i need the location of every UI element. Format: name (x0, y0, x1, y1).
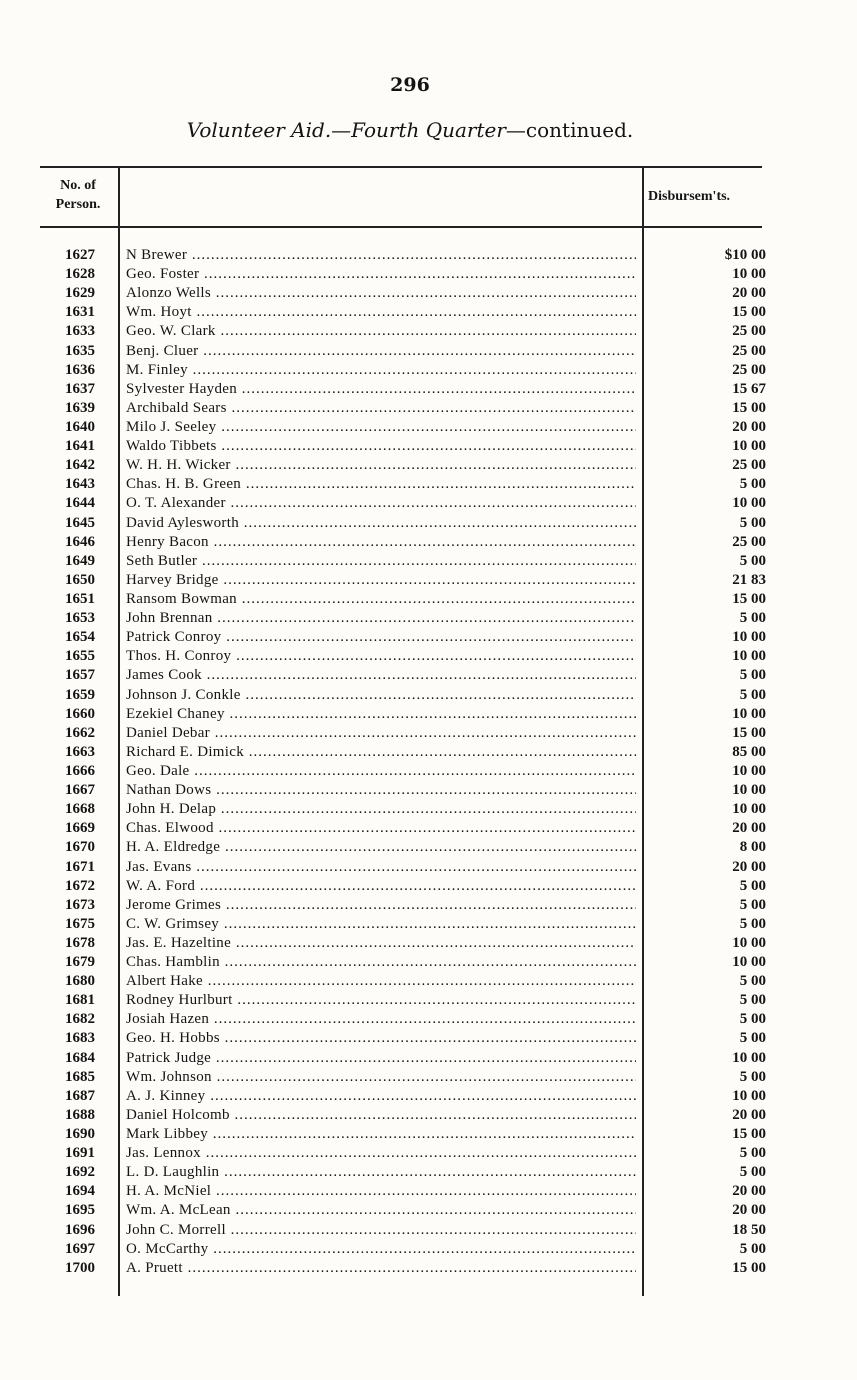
person-number: 1637 (65, 380, 95, 397)
table-row (0, 246, 857, 265)
ledger-rows (0, 246, 857, 1278)
person-number: 1641 (65, 438, 95, 455)
person-number: 1666 (65, 762, 95, 779)
header-person-number-line2: Person. (55, 197, 101, 212)
disbursement-amount: 10 00 (732, 648, 766, 665)
person-number: 1667 (65, 782, 95, 799)
table-row (0, 991, 857, 1010)
person-name: James Cook ..... (126, 666, 636, 685)
person-number: 1653 (65, 610, 95, 627)
table-row (0, 437, 857, 456)
table-row (0, 380, 857, 399)
person-name: Harvey Bridge ..... (126, 571, 636, 590)
table-row (0, 590, 857, 609)
table-row (0, 1259, 857, 1278)
person-number: 1657 (65, 667, 95, 684)
table-row (0, 475, 857, 494)
person-number: 1670 (65, 839, 95, 856)
table-row (0, 265, 857, 284)
person-number: 1645 (65, 514, 95, 531)
person-name: L. D. Laughlin ..... (126, 1163, 636, 1182)
person-name: Geo. Foster ..... (126, 265, 636, 284)
table-row (0, 724, 857, 743)
person-name: O. T. Alexander ..... (126, 494, 636, 513)
person-name: Jerome Grimes ..... (126, 896, 636, 915)
disbursement-amount: 21 83 (732, 571, 766, 588)
table-row (0, 1163, 857, 1182)
person-name: A. Pruett ..... (126, 1259, 636, 1278)
person-name: H. A. Eldredge ..... (126, 838, 636, 857)
table-row (0, 838, 857, 857)
person-name: Albert Hake ..... (126, 972, 636, 991)
header-person-number-line1: No. of (60, 178, 96, 193)
table-row (0, 762, 857, 781)
person-name: Patrick Conroy ..... (126, 628, 636, 647)
table-row (0, 858, 857, 877)
person-name: Geo. W. Clark ..... (126, 322, 636, 341)
person-name: Chas. H. B. Green ..... (126, 475, 636, 494)
person-name: Geo. H. Hobbs ..... (126, 1029, 636, 1048)
person-number: 1681 (65, 992, 95, 1009)
table-top-rule (40, 166, 762, 168)
person-name: Wm. Hoyt ..... (126, 303, 636, 322)
person-name: Josiah Hazen ..... (126, 1010, 636, 1029)
table-row (0, 972, 857, 991)
disbursement-amount: 20 00 (732, 820, 766, 837)
disbursement-amount: 10 00 (732, 705, 766, 722)
person-number: 1651 (65, 590, 95, 607)
person-name: H. A. McNiel ..... (126, 1182, 636, 1201)
person-number: 1633 (65, 323, 95, 340)
person-number: 1660 (65, 705, 95, 722)
person-name: O. McCarthy ..... (126, 1240, 636, 1259)
person-number: 1683 (65, 1030, 95, 1047)
person-number: 1694 (65, 1183, 95, 1200)
disbursement-amount: 20 00 (732, 418, 766, 435)
table-row (0, 1029, 857, 1048)
person-number: 1700 (65, 1259, 95, 1276)
table-row (0, 934, 857, 953)
disbursement-amount: 20 00 (732, 858, 766, 875)
disbursement-amount: 10 00 (732, 1087, 766, 1104)
disbursement-amount: 8 00 (739, 839, 766, 856)
table-row (0, 1125, 857, 1144)
table-row (0, 1201, 857, 1220)
person-number: 1663 (65, 743, 95, 760)
person-name: Ransom Bowman ..... (126, 590, 636, 609)
person-name: Mark Libbey ..... (126, 1125, 636, 1144)
heading-section-title: Volunteer Aid.—Fourth Quarter (186, 118, 506, 142)
header-disbursements: Disbursem'ts. (648, 189, 731, 204)
person-number: 1684 (65, 1049, 95, 1066)
table-row (0, 686, 857, 705)
person-name: Benj. Cluer ..... (126, 342, 636, 361)
table-row (0, 1106, 857, 1125)
table-row (0, 494, 857, 513)
disbursement-amount: 5 00 (739, 1030, 766, 1047)
disbursement-amount: $10 00 (724, 247, 766, 263)
table-row (0, 418, 857, 437)
table-row (0, 303, 857, 322)
person-number: 1679 (65, 954, 95, 971)
person-number: 1691 (65, 1145, 95, 1162)
table-row (0, 1240, 857, 1259)
person-name: C. W. Grimsey ..... (126, 915, 636, 934)
person-number: 1636 (65, 361, 95, 378)
table-row (0, 514, 857, 533)
person-name: David Aylesworth ..... (126, 514, 636, 533)
person-name: Jas. Lennox ..... (126, 1144, 636, 1163)
table-row (0, 743, 857, 762)
person-number: 1695 (65, 1202, 95, 1219)
table-row (0, 915, 857, 934)
person-number: 1682 (65, 1011, 95, 1028)
page-heading (0, 118, 820, 142)
table-row (0, 647, 857, 666)
disbursement-amount: 10 00 (732, 629, 766, 646)
header-bottom-rule (40, 226, 762, 228)
table-row (0, 571, 857, 590)
person-number: 1690 (65, 1126, 95, 1143)
disbursement-amount: 10 00 (732, 801, 766, 818)
disbursement-amount: 20 00 (732, 1106, 766, 1123)
person-name: Richard E. Dimick ..... (126, 743, 636, 762)
person-number: 1669 (65, 820, 95, 837)
person-number: 1640 (65, 418, 95, 435)
disbursement-amount: 10 00 (732, 934, 766, 951)
person-name: Jas. Evans ..... (126, 858, 636, 877)
person-number: 1635 (65, 342, 95, 359)
person-number: 1672 (65, 877, 95, 894)
table-row (0, 705, 857, 724)
table-row (0, 819, 857, 838)
disbursement-amount: 85 00 (732, 743, 766, 760)
heading-continued: —continued. (505, 118, 634, 142)
disbursement-amount: 15 00 (732, 304, 766, 321)
table-row (0, 1010, 857, 1029)
disbursement-amount: 25 00 (732, 342, 766, 359)
disbursement-amount: 5 00 (739, 896, 766, 913)
person-number: 1650 (65, 571, 95, 588)
person-number: 1659 (65, 686, 95, 703)
person-name: Rodney Hurlburt ..... (126, 991, 636, 1010)
disbursement-amount: 15 67 (732, 380, 766, 397)
person-name: Chas. Hamblin ..... (126, 953, 636, 972)
disbursement-amount: 25 00 (732, 457, 766, 474)
person-number: 1639 (65, 399, 95, 416)
disbursement-amount: 10 00 (732, 495, 766, 512)
table-row (0, 342, 857, 361)
person-number: 1654 (65, 629, 95, 646)
table-row (0, 953, 857, 972)
person-name: Sylvester Hayden ..... (126, 380, 636, 399)
person-number: 1675 (65, 915, 95, 932)
table-row (0, 896, 857, 915)
disbursement-amount: 15 00 (732, 590, 766, 607)
person-number: 1655 (65, 648, 95, 665)
person-number: 1631 (65, 304, 95, 321)
disbursement-amount: 10 00 (732, 438, 766, 455)
person-name: Wm. Johnson ..... (126, 1068, 636, 1087)
table-row (0, 1221, 857, 1240)
person-name: M. Finley ..... (126, 361, 636, 380)
table-row (0, 1068, 857, 1087)
person-name: Ezekiel Chaney ..... (126, 705, 636, 724)
disbursement-amount: 5 00 (739, 915, 766, 932)
disbursement-amount: 25 00 (732, 361, 766, 378)
header-person-number (42, 176, 114, 214)
disbursement-amount: 5 00 (739, 1145, 766, 1162)
person-name: Johnson J. Conkle ..... (126, 686, 636, 705)
disbursement-amount: 5 00 (739, 667, 766, 684)
table-row (0, 781, 857, 800)
table-row (0, 399, 857, 418)
disbursement-amount: 18 50 (732, 1221, 766, 1238)
person-name: Henry Bacon ..... (126, 533, 636, 552)
person-number: 1692 (65, 1164, 95, 1181)
person-number: 1673 (65, 896, 95, 913)
table-row (0, 1087, 857, 1106)
person-name: John Brennan ..... (126, 609, 636, 628)
page-number: 296 (390, 74, 430, 96)
disbursement-amount: 20 00 (732, 285, 766, 302)
person-name: Daniel Holcomb ..... (126, 1106, 636, 1125)
disbursement-amount: 5 00 (739, 1011, 766, 1028)
disbursement-amount: 15 00 (732, 724, 766, 741)
table-row (0, 1049, 857, 1068)
disbursement-amount: 5 00 (739, 992, 766, 1009)
disbursement-amount: 5 00 (739, 1240, 766, 1257)
disbursement-amount: 15 00 (732, 1126, 766, 1143)
disbursement-amount: 10 00 (732, 266, 766, 283)
table-row (0, 322, 857, 341)
person-name: W. H. H. Wicker ..... (126, 456, 636, 475)
person-number: 1646 (65, 533, 95, 550)
person-name: Chas. Elwood ..... (126, 819, 636, 838)
table-row (0, 552, 857, 571)
person-name: Seth Butler ..... (126, 552, 636, 571)
person-name: Jas. E. Hazeltine ..... (126, 934, 636, 953)
person-name: Alonzo Wells ..... (126, 284, 636, 303)
person-number: 1629 (65, 285, 95, 302)
person-name: Nathan Dows ..... (126, 781, 636, 800)
person-number: 1628 (65, 266, 95, 283)
disbursement-amount: 10 00 (732, 762, 766, 779)
person-number: 1649 (65, 552, 95, 569)
table-row (0, 1182, 857, 1201)
person-name: Archibald Sears ..... (126, 399, 636, 418)
person-name: Wm. A. McLean ..... (126, 1201, 636, 1220)
table-row (0, 628, 857, 647)
person-number: 1680 (65, 973, 95, 990)
table-row (0, 456, 857, 475)
person-number: 1668 (65, 801, 95, 818)
disbursement-amount: 5 00 (739, 610, 766, 627)
disbursement-amount: 5 00 (739, 1164, 766, 1181)
disbursement-amount: 5 00 (739, 973, 766, 990)
table-row (0, 800, 857, 819)
person-number: 1643 (65, 476, 95, 493)
person-number: 1685 (65, 1068, 95, 1085)
person-number: 1688 (65, 1106, 95, 1123)
disbursement-amount: 15 00 (732, 1259, 766, 1276)
person-name: W. A. Ford ..... (126, 877, 636, 896)
disbursement-amount: 5 00 (739, 686, 766, 703)
person-number: 1662 (65, 724, 95, 741)
person-number: 1687 (65, 1087, 95, 1104)
disbursement-amount: 15 00 (732, 399, 766, 416)
person-number: 1696 (65, 1221, 95, 1238)
person-name: N Brewer ..... (126, 246, 636, 265)
person-number: 1642 (65, 457, 95, 474)
person-name: John H. Delap ..... (126, 800, 636, 819)
table-row (0, 877, 857, 896)
person-number: 1671 (65, 858, 95, 875)
person-name: Geo. Dale ..... (126, 762, 636, 781)
person-name: Milo J. Seeley ..... (126, 418, 636, 437)
disbursement-amount: 5 00 (739, 552, 766, 569)
person-name: John C. Morrell ..... (126, 1221, 636, 1240)
person-name: Patrick Judge ..... (126, 1049, 636, 1068)
person-number: 1697 (65, 1240, 95, 1257)
disbursement-amount: 5 00 (739, 877, 766, 894)
disbursement-amount: 5 00 (739, 1068, 766, 1085)
disbursement-amount: 20 00 (732, 1202, 766, 1219)
disbursement-amount: 5 00 (739, 476, 766, 493)
disbursement-amount: 10 00 (732, 1049, 766, 1066)
table-row (0, 1144, 857, 1163)
table-row (0, 533, 857, 552)
table-row (0, 284, 857, 303)
table-row (0, 361, 857, 380)
person-name: A. J. Kinney ..... (126, 1087, 636, 1106)
table-row (0, 666, 857, 685)
person-name: Waldo Tibbets ..... (126, 437, 636, 456)
table-row (0, 609, 857, 628)
disbursement-amount: 5 00 (739, 514, 766, 531)
disbursement-amount: 10 00 (732, 782, 766, 799)
disbursement-amount: 25 00 (732, 323, 766, 340)
person-name: Thos. H. Conroy ..... (126, 647, 636, 666)
disbursement-amount: 10 00 (732, 954, 766, 971)
person-number: 1644 (65, 495, 95, 512)
person-name: Daniel Debar ..... (126, 724, 636, 743)
disbursement-amount: 20 00 (732, 1183, 766, 1200)
disbursement-amount: 25 00 (732, 533, 766, 550)
person-number: 1678 (65, 934, 95, 951)
person-number: 1627 (65, 247, 95, 263)
